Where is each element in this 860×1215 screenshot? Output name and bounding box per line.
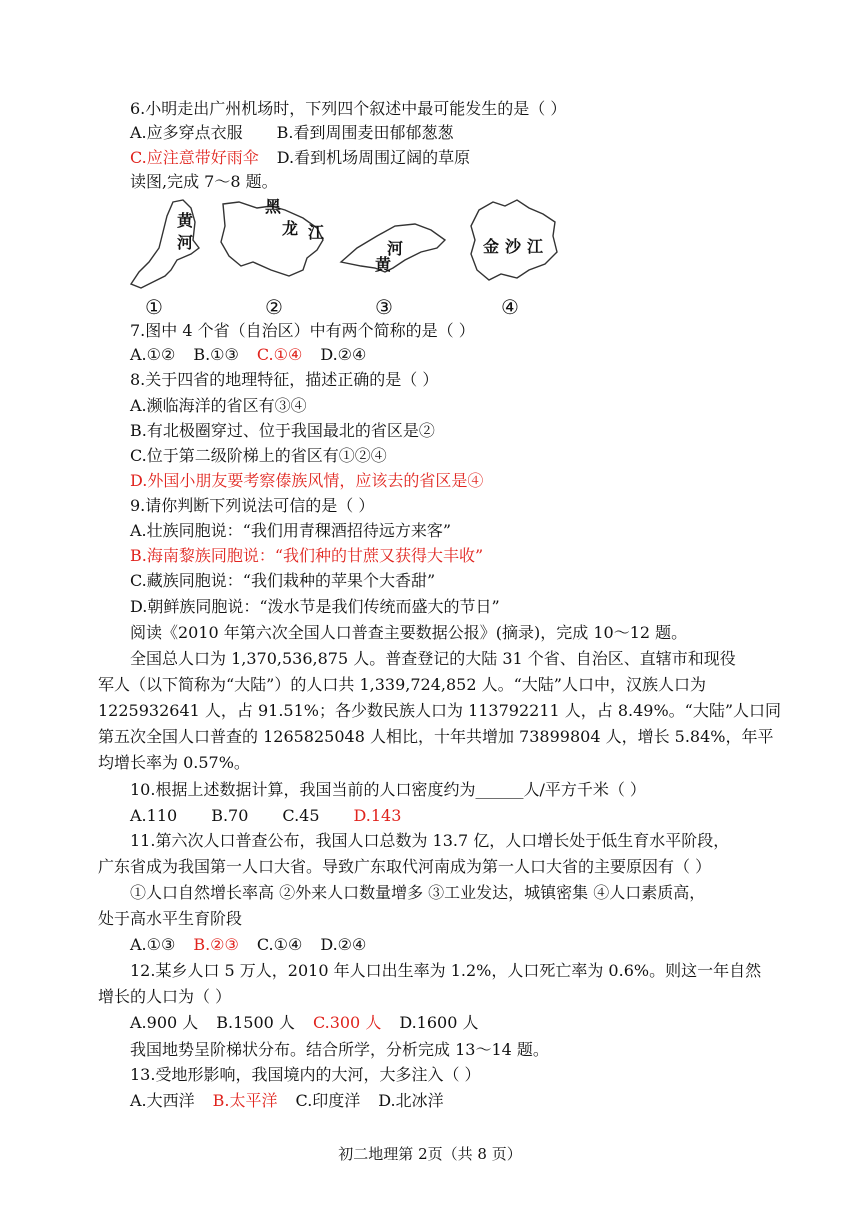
q11-choices-line-2: 处于高水平生育阶段 bbox=[98, 909, 243, 928]
map2-char-2: 龙 bbox=[282, 219, 299, 238]
map4-char-3: 江 bbox=[527, 237, 544, 256]
q11-options bbox=[130, 934, 366, 956]
q7-option-d: D.②④ bbox=[320, 345, 367, 364]
map3-number: ③ bbox=[375, 295, 393, 318]
census-line-4: 第五次全国人口普查的 1265825048 人相比，十年共增加 73899804 人，增长 5.84%，年平 bbox=[98, 727, 774, 746]
q8-option-c: C.位于第二级阶梯上的省区有①②④ bbox=[130, 446, 387, 465]
province-outlines bbox=[125, 196, 585, 318]
q10-stem: 10.根据上述数据计算，我国当前的人口密度约为______人/平方千米（ ） bbox=[130, 780, 646, 799]
terrain-intro: 我国地势呈阶梯状分布。结合所学，分析完成 13～14 题。 bbox=[130, 1040, 549, 1059]
q11-option-b-answer: B.②③ bbox=[193, 935, 239, 954]
q9-option-c: C.藏族同胞说：“我们栽种的苹果个大香甜” bbox=[130, 571, 436, 590]
q12-option-d: D.1600 人 bbox=[399, 1013, 479, 1032]
census-line-1: 全国总人口为 1,370,536,875 人。普查登记的大陆 31 个省、自治区、直辖市和现役 bbox=[130, 649, 736, 668]
q9-stem: 9.请你判断下列说法可信的是（ ） bbox=[130, 496, 375, 515]
q13-option-a: A.大西洋 bbox=[130, 1091, 195, 1110]
map4-char-2: 沙 bbox=[505, 237, 522, 256]
census-line-5: 均增长率为 0.57%。 bbox=[98, 753, 250, 772]
q11-option-c: C.①④ bbox=[256, 935, 303, 954]
map4-char-1: 金 bbox=[483, 237, 500, 256]
q8-stem: 8.关于四省的地理特征，描述正确的是（ ） bbox=[130, 370, 439, 389]
census-line-2: 军人（以下简称为“大陆”）的人口共 1,339,724,852 人。“大陆”人口中，汉族人口为 bbox=[98, 675, 706, 694]
map2-char-1: 黑 bbox=[265, 197, 282, 216]
q13-option-b-answer: B.太平洋 bbox=[212, 1091, 278, 1110]
q7-option-a: A.①② bbox=[130, 345, 176, 364]
q13-options bbox=[130, 1090, 444, 1112]
q6-option-c-answer: C.应注意带好雨伞 bbox=[130, 148, 259, 167]
q12-option-b: B.1500 人 bbox=[216, 1013, 295, 1032]
q7-stem: 7.图中 4 个省（自治区）中有两个简称的是（ ） bbox=[130, 321, 475, 340]
q13-option-d: D.北冰洋 bbox=[378, 1091, 444, 1110]
q9-option-b-answer: B.海南黎族同胞说：“我们种的甘蔗又获得大丰收” bbox=[130, 546, 484, 565]
q10-options bbox=[130, 805, 401, 827]
map3-char-1: 黄 bbox=[375, 255, 392, 274]
q6-options-row1 bbox=[130, 122, 454, 144]
census-line-3: 1225932641 人，占 91.51%；各少数民族人口为 113792211 人，占 8.49%。“大陆”人口同 bbox=[98, 701, 782, 720]
q6-option-a: A.应多穿点衣服 bbox=[130, 123, 243, 142]
q13-stem: 13.受地形影响，我国境内的大河，大多注入（ ） bbox=[130, 1065, 481, 1084]
q7-options bbox=[130, 344, 366, 366]
q10-option-d-answer: D.143 bbox=[353, 806, 402, 825]
q8-option-b: B.有北极圈穿过、位于我国最北的省区是② bbox=[130, 421, 435, 440]
q9-option-d: D.朝鲜族同胞说：“泼水节是我们传统而盛大的节日” bbox=[130, 597, 500, 616]
q10-option-c: C.45 bbox=[282, 806, 320, 825]
q10-option-b: B.70 bbox=[211, 806, 249, 825]
q10-option-a: A.110 bbox=[130, 806, 178, 825]
q11-choices-line-1: ①人口自然增长率高 ②外来人口数量增多 ③工业发达，城镇密集 ④人口素质高， bbox=[130, 883, 706, 902]
map2-number: ② bbox=[265, 295, 283, 318]
q13-option-c: C.印度洋 bbox=[295, 1091, 361, 1110]
census-intro: 阅读《2010 年第六次全国人口普查主要数据公报》(摘录)，完成 10～12 题。 bbox=[130, 623, 688, 642]
q8-option-a: A.濒临海洋的省区有③④ bbox=[130, 396, 307, 415]
map1-char-1: 黄 bbox=[177, 211, 194, 230]
q8-option-d-answer: D.外国小朋友要考察傣族风情，应该去的省区是④ bbox=[130, 471, 484, 490]
map1-char-2: 河 bbox=[177, 233, 194, 252]
q11-stem-line-2: 广东省成为我国第一人口大省。导致广东取代河南成为第一人口大省的主要原因有（ ） bbox=[98, 857, 712, 876]
q11-option-d: D.②④ bbox=[320, 935, 367, 954]
q12-stem-line-2: 增长的人口为（ ） bbox=[98, 987, 232, 1006]
q7-option-b: B.①③ bbox=[193, 345, 239, 364]
map2-char-3: 江 bbox=[308, 223, 325, 242]
q9-option-a: A.壮族同胞说：“我们用青稞酒招待远方来客” bbox=[130, 521, 452, 540]
map3-char-2: 河 bbox=[387, 239, 404, 258]
q11-stem-line-1: 11.第六次人口普查公布，我国人口总数为 13.7 亿，人口增长处于低生育水平阶段， bbox=[130, 831, 730, 850]
q6-options-row2 bbox=[130, 147, 470, 169]
q12-option-c-answer: C.300 人 bbox=[312, 1013, 382, 1032]
q7-option-c-answer: C.①④ bbox=[256, 345, 303, 364]
q6-stem: 6.小明走出广州机场时，下列四个叙述中最可能发生的是（ ） bbox=[130, 99, 567, 118]
page-footer: 初二地理第 2页（共 8 页） bbox=[338, 1145, 522, 1163]
province-maps-figure bbox=[125, 196, 585, 318]
q12-options bbox=[130, 1012, 478, 1034]
q12-stem-line-1: 12.某乡人口 5 万人，2010 年人口出生率为 1.2%，人口死亡率为 0.6%。则这一年自然 bbox=[130, 961, 762, 980]
map4-number: ④ bbox=[501, 295, 519, 318]
q11-option-a: A.①③ bbox=[130, 935, 176, 954]
q12-option-a: A.900 人 bbox=[130, 1013, 199, 1032]
map1-number: ① bbox=[145, 295, 163, 318]
q6-option-b: B.看到周围麦田郁郁葱葱 bbox=[276, 123, 454, 142]
maps-intro: 读图,完成 7～8 题。 bbox=[130, 172, 278, 191]
q6-option-d: D.看到机场周围辽阔的草原 bbox=[276, 148, 471, 167]
